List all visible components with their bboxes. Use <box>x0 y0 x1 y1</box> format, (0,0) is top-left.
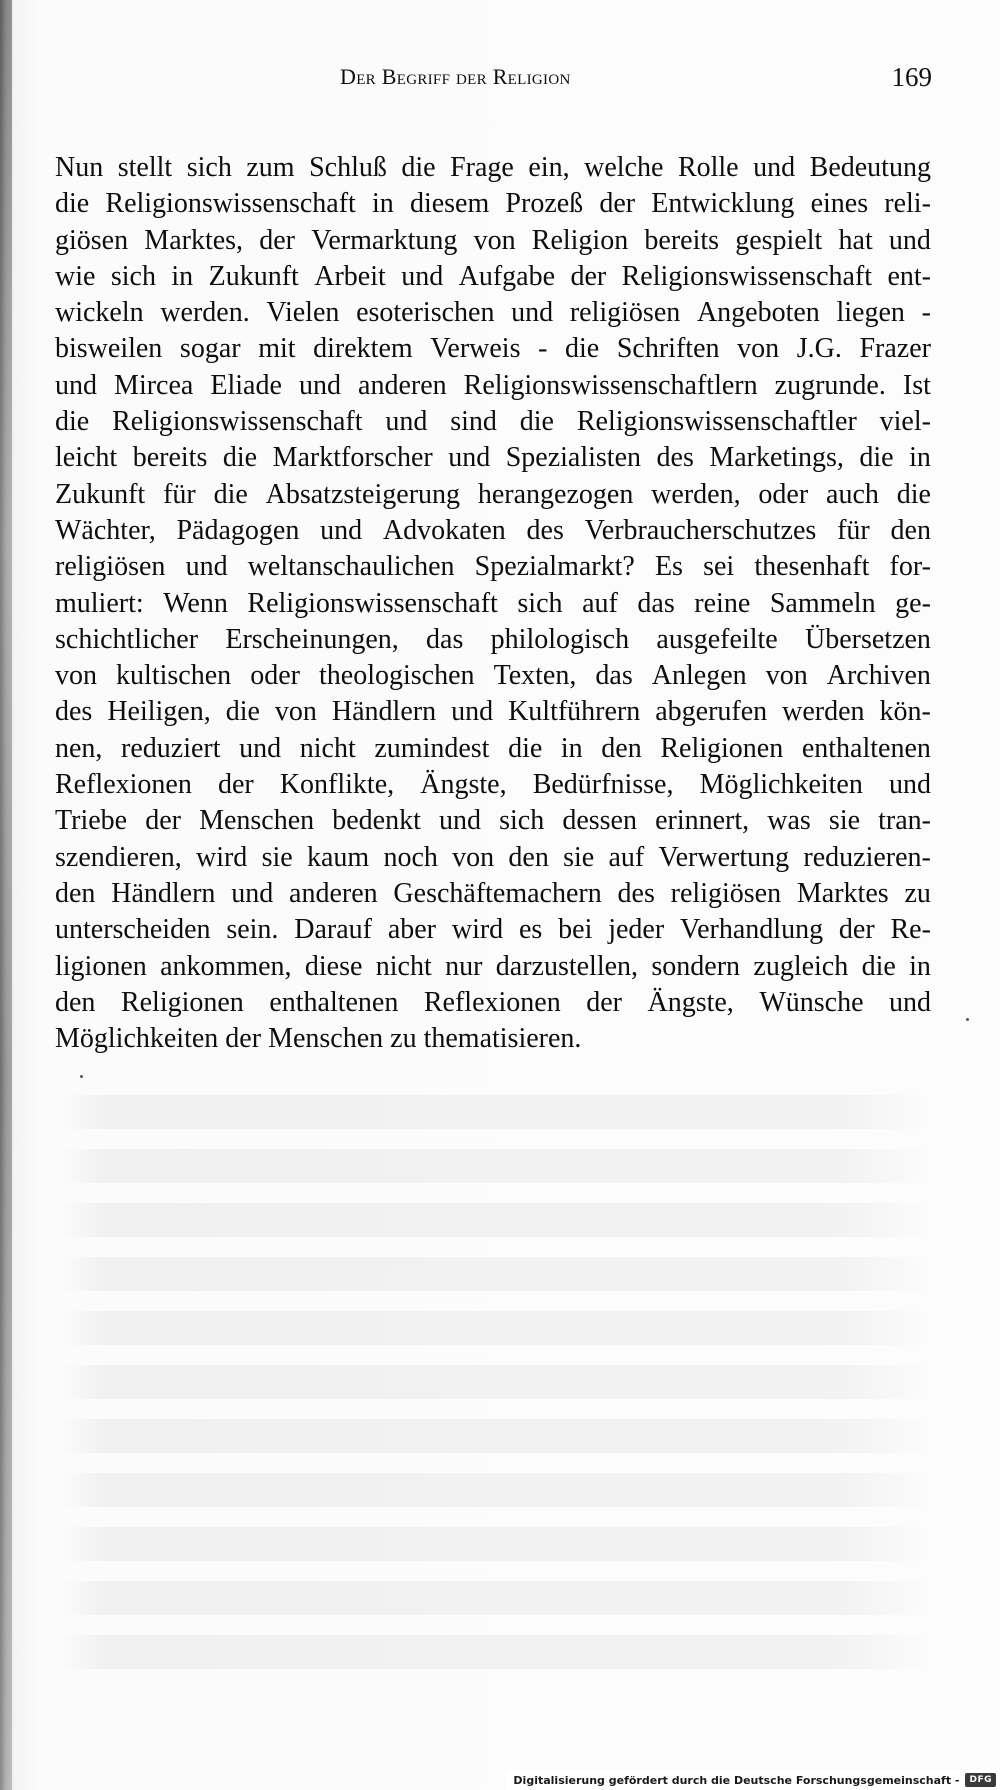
text-line: und Mircea Eliade und anderen Religionswissenschaftlern zugrunde. Ist <box>55 369 931 401</box>
digitization-footer <box>507 1770 1000 1790</box>
text-line: religiösen und weltanschaulichen Spezialmarkt? Es sei thesenhaft for- <box>55 551 931 583</box>
text-line: die Religionswissenschaft in diesem Prozeß der Entwicklung eines reli- <box>55 188 931 220</box>
text-line: die Religionswissenschaft und sind die Religionswissenschaftler viel- <box>55 406 931 438</box>
text-line: unterscheiden sein. Darauf aber wird es bei jeder Verhandlung der Re- <box>55 914 931 946</box>
text-line: Wächter, Pädagogen und Advokaten des Verbraucherschutzes für den <box>55 514 931 546</box>
text-line: wie sich in Zukunft Arbeit und Aufgabe der Religionswissenschaft ent- <box>55 260 931 292</box>
scan-speck <box>80 1075 83 1078</box>
running-head: Der Begriff der Religion <box>340 64 571 89</box>
text-line: Möglichkeiten der Menschen zu thematisieren. <box>55 1023 582 1055</box>
text-line: Triebe der Menschen bedenkt und sich dessen erinnert, was sie tran- <box>55 805 931 837</box>
text-line: Reflexionen der Konflikte, Ängste, Bedürfnisse, Möglichkeiten und <box>55 769 931 801</box>
text-line: den Händlern und anderen Geschäftemachern des religiösen Marktes zu <box>55 877 931 909</box>
text-line: Zukunft für die Absatzsteigerung herangezogen werden, oder auch die <box>55 478 931 510</box>
funding-note: Digitalisierung gefördert durch die Deutsche Forschungsgemeinschaft - <box>513 1773 960 1787</box>
text-line: schichtlicher Erscheinungen, das philologisch ausgefeilte Übersetzen <box>55 623 931 655</box>
text-line: muliert: Wenn Religionswissenschaft sich auf das reine Sammeln ge- <box>55 587 931 619</box>
page-number: 169 <box>891 62 932 92</box>
text-line: wickeln werden. Vielen esoterischen und religiösen Angeboten liegen - <box>55 297 931 329</box>
body-paragraph <box>55 150 931 1057</box>
text-line: giösen Marktes, der Vermarktung von Religion bereits gespielt hat und <box>55 224 931 256</box>
text-line: den Religionen enthaltenen Reflexionen der Ängste, Wünsche und <box>55 986 931 1018</box>
text-line: nen, reduziert und nicht zumindest die in den Religionen enthaltenen <box>55 732 931 764</box>
text-line: bisweilen sogar mit direktem Verweis - die Schriften von J.G. Frazer <box>55 333 931 365</box>
text-line: Nun stellt sich zum Schluß die Frage ein, welche Rolle und Bedeutung <box>55 152 931 183</box>
text-line: des Heiligen, die von Händlern und Kultführern abgerufen werden kön- <box>55 696 931 728</box>
show-through-text <box>62 1095 932 1689</box>
dfg-logo: DFG <box>965 1773 996 1787</box>
text-line: von kultischen oder theologischen Texten, das Anlegen von Archiven <box>55 660 931 692</box>
scan-speck <box>966 1018 969 1021</box>
text-line: ligionen ankommen, diese nicht nur darzustellen, sondern zugleich die in <box>55 950 931 982</box>
text-line: szendieren, wird sie kaum noch von den sie auf Verwertung reduzieren- <box>55 841 931 873</box>
binding-shadow <box>0 0 12 1790</box>
text-line: leicht bereits die Marktforscher und Spezialisten des Marketings, die in <box>55 442 931 474</box>
